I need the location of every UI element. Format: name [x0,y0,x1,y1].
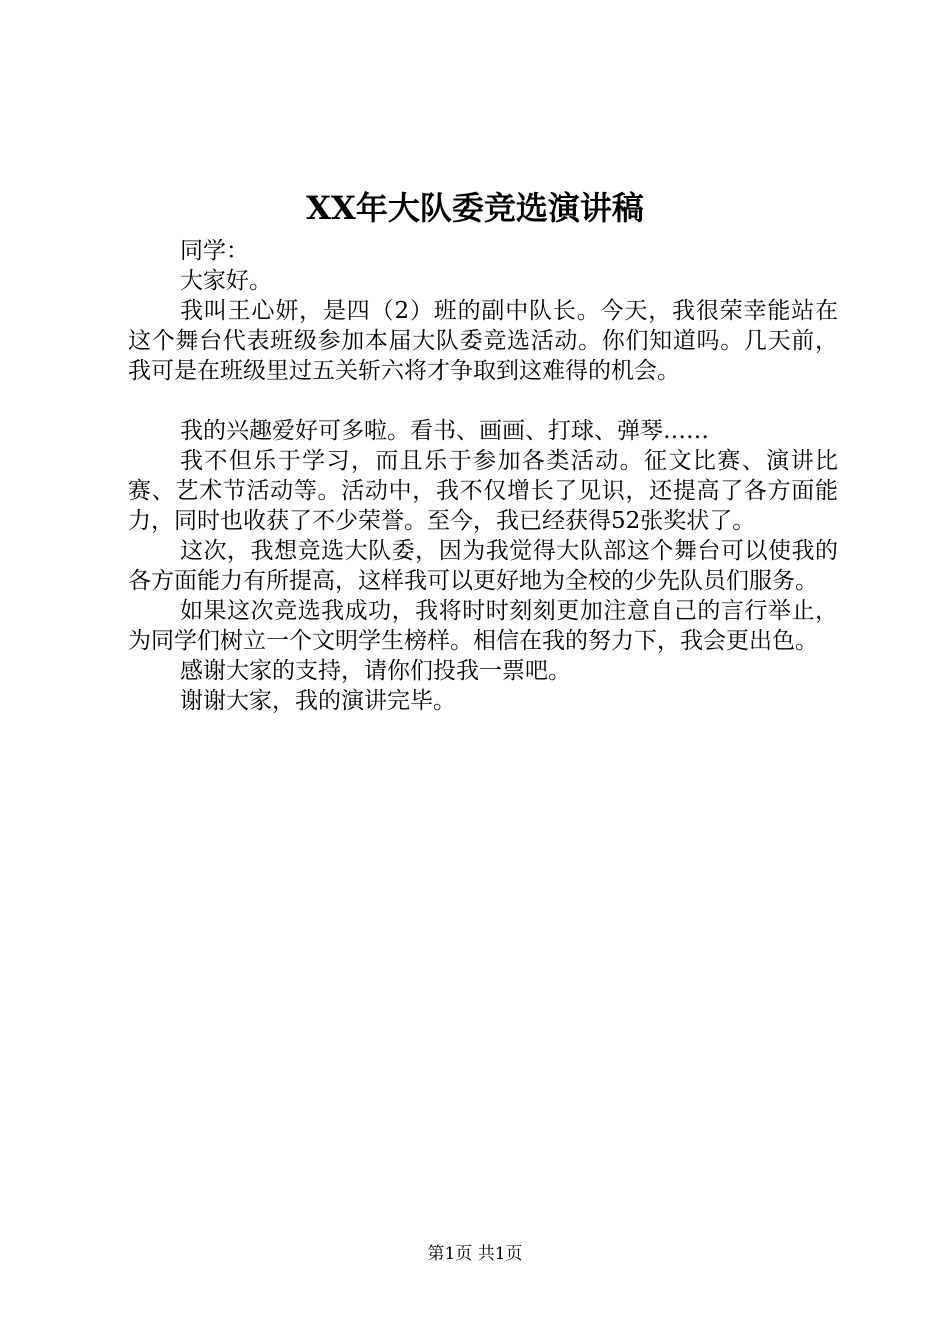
document-title: XX年大队委竞选演讲稿 [306,189,644,227]
paragraph-thanks: 感谢大家的支持，请你们投我一票吧。 [180,658,571,684]
paragraph-greeting: 同学： [180,238,249,264]
paragraph-promise: 如果这次竞选我成功，我将时时刻刻更加注意自己的言行举止，为同学们树立一个文明学生榜样。相信在我的努力下，我会更出色。 [128,598,838,654]
paragraph-hobbies: 我的兴趣爱好可多啦。看书、画画、打球、弹琴…… [180,418,709,444]
paragraph-reason: 这次，我想竞选大队委，因为我觉得大队部这个舞台可以使我的各方面能力有所提高，这样我可以更好地为全校的少先队员们服务。 [128,538,838,594]
page-number-footer: 第1页 共1页 [427,1244,523,1264]
document-body [128,236,838,716]
paragraph-activities: 我不但乐于学习，而且乐于参加各类活动。征文比赛、演讲比赛、艺术节活动等。活动中，我不仅增长了见识，还提高了各方面能力，同时也收获了不少荣誉。至今，我已经获得52张奖状了。 [128,448,838,534]
paragraph-hello: 大家好。 [180,268,272,294]
paragraph-closing: 谢谢大家，我的演讲完毕。 [180,688,456,714]
paragraph-introduction: 我叫王心妍，是四（2）班的副中队长。今天，我很荣幸能站在这个舞台代表班级参加本届大队委竞选活动。你们知道吗。几天前，我可是在班级里过五关斩六将才争取到这难得的机会。 [128,298,838,384]
